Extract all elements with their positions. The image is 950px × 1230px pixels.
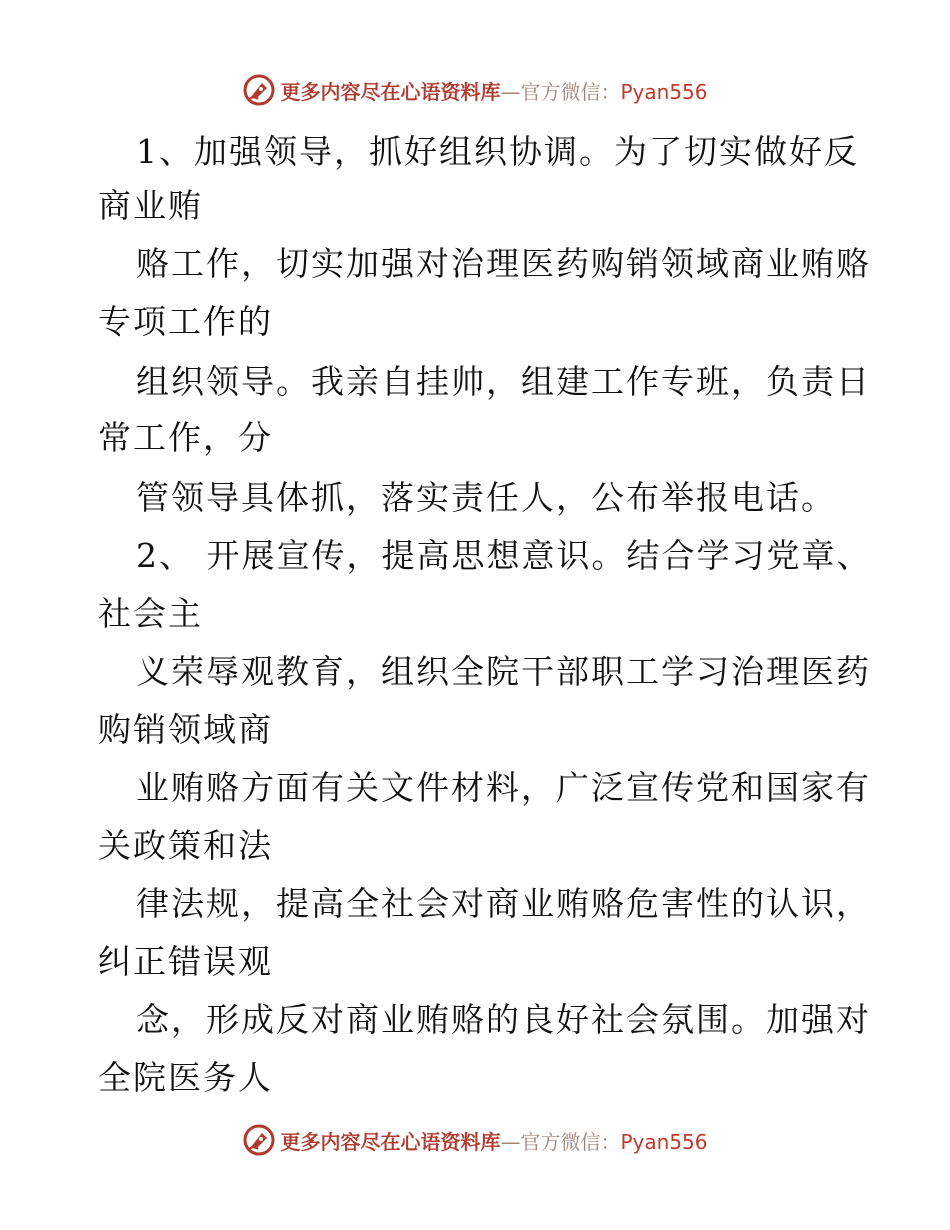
body-line: 专项工作的	[98, 302, 273, 341]
footer-banner-sep: —官方微信：	[500, 1129, 621, 1154]
body-line: 念，形成反对商业贿赂的良好社会氛围。加强对	[136, 1000, 871, 1039]
pen-nib-logo-icon	[242, 1123, 276, 1157]
body-line: 2、 开展宣传，提高思想意识。结合学习党章、	[136, 536, 872, 575]
header-banner-id: Pyan556	[620, 79, 708, 104]
body-line: 1、加强领导，抓好组织协调。为了切实做好反	[136, 132, 859, 171]
body-line: 购销领域商	[98, 710, 273, 749]
footer-banner-main: 更多内容尽在心语资料库	[280, 1129, 501, 1154]
body-line: 社会主	[98, 594, 203, 633]
body-line: 赂工作，切实加强对治理医药购销领域商业贿赂	[136, 244, 871, 283]
pen-nib-logo-icon	[242, 73, 276, 107]
body-line: 关政策和法	[98, 826, 273, 865]
body-line: 律法规，提高全社会对商业贿赂危害性的认识，	[136, 884, 871, 923]
body-line: 商业贿	[98, 186, 203, 225]
body-line: 业贿赂方面有关文件材料，广泛宣传党和国家有	[136, 768, 871, 807]
body-line: 常工作，分	[98, 418, 273, 457]
footer-banner-text	[280, 1126, 707, 1155]
body-line: 纠正错误观	[98, 942, 273, 981]
footer-banner	[0, 1120, 950, 1160]
footer-banner-id: Pyan556	[620, 1129, 708, 1154]
body-line: 全院医务人	[98, 1058, 273, 1097]
body-line: 组织领导。我亲自挂帅，组建工作专班，负责日	[136, 362, 871, 401]
body-line: 义荣辱观教育，组织全院干部职工学习治理医药	[136, 652, 871, 691]
header-banner-text	[280, 76, 707, 105]
header-banner	[0, 70, 950, 110]
header-banner-sep: —官方微信：	[500, 79, 621, 104]
header-banner-main: 更多内容尽在心语资料库	[280, 79, 501, 104]
body-line: 管领导具体抓，落实责任人，公布举报电话。	[136, 478, 836, 517]
